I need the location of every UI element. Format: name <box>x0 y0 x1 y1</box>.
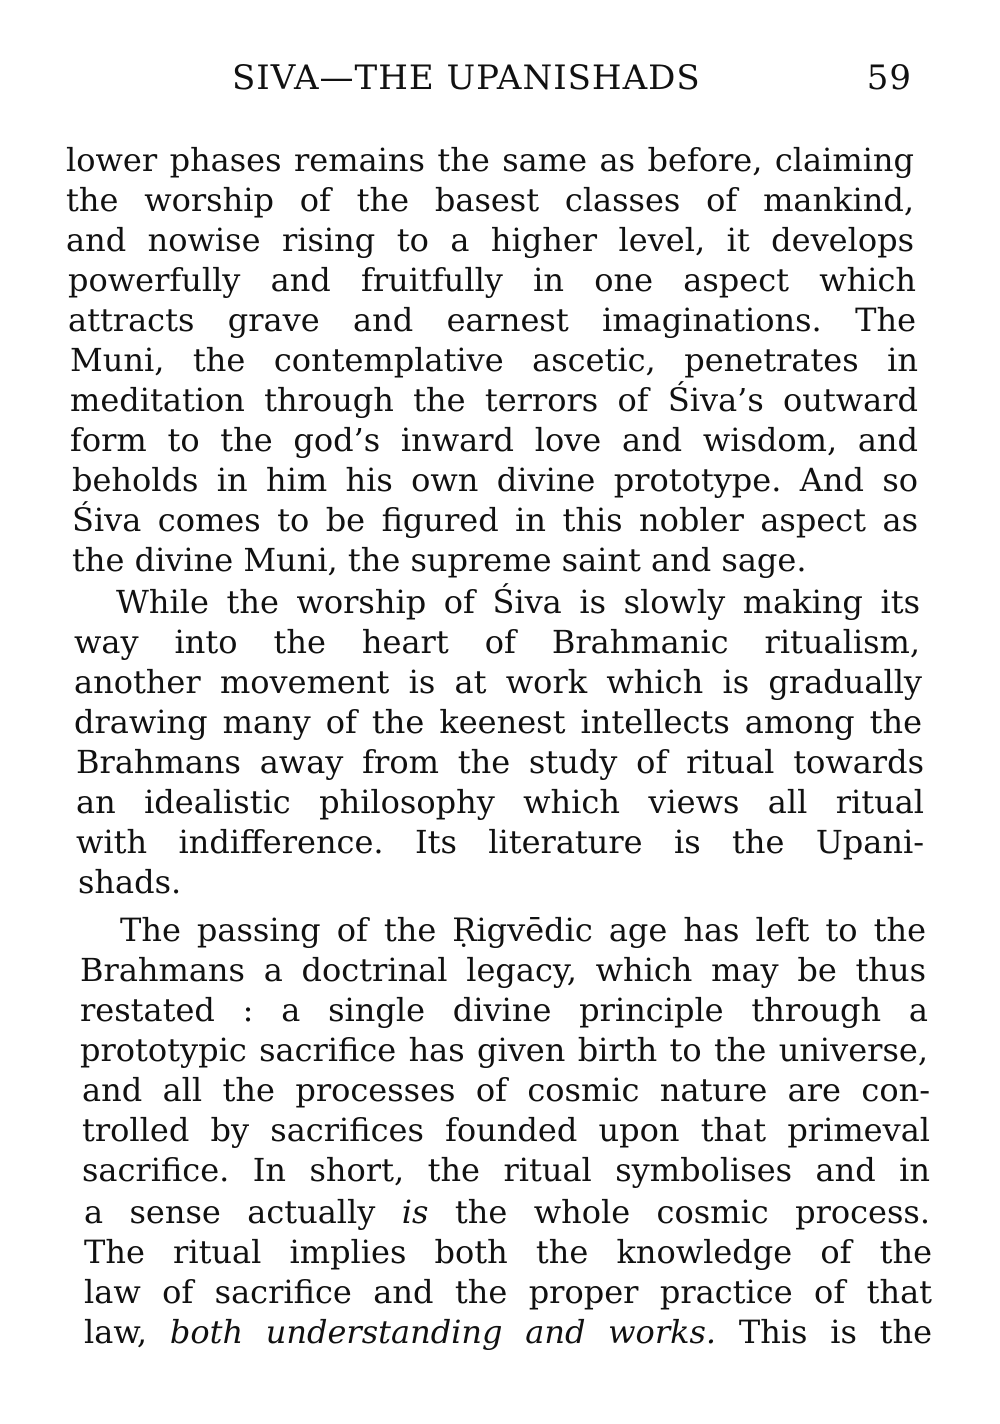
text-line: beholds in him his own divine prototype. And so <box>72 461 918 499</box>
italic-emphasis: is <box>401 1193 429 1231</box>
text-line: restated : a single divine principle through a <box>80 991 928 1029</box>
text-run: law, <box>84 1313 170 1351</box>
text-line <box>84 1192 930 1232</box>
text-run: the whole cosmic process. <box>428 1193 931 1231</box>
text-line: another movement is at work which is gradually <box>74 663 922 701</box>
text-line: meditation through the terrors of Śiva’s outward <box>70 381 918 419</box>
text-line: Brahmans a doctrinal legacy, which may be thus <box>80 951 926 989</box>
text-line: with indifference. Its literature is the Upani- <box>76 823 924 861</box>
running-header <box>232 58 912 104</box>
running-title: SIVA—THE UPANISHADS <box>232 58 701 98</box>
text-line: prototypic sacrifice has given birth to the universe, <box>80 1031 928 1069</box>
text-line: form to the god’s inward love and wisdom, and <box>70 421 918 459</box>
text-line <box>84 1312 932 1352</box>
text-line: way into the heart of Brahmanic ritualism, <box>74 623 920 661</box>
text-line: and all the processes of cosmic nature are con- <box>82 1071 930 1109</box>
text-line: Śiva comes to be figured in this nobler aspect as <box>72 501 918 539</box>
text-line: the worship of the basest classes of mankind, <box>66 181 914 219</box>
text-run: a sense actually <box>84 1193 402 1231</box>
text-line: powerfully and fruitfully in one aspect which <box>68 261 916 299</box>
text-run: This is the <box>716 1313 933 1351</box>
text-line: While the worship of Śiva is slowly making its <box>116 583 920 621</box>
text-line: Brahmans away from the study of ritual towards <box>76 743 924 781</box>
text-line: shads. <box>78 863 182 901</box>
page-number: 59 <box>866 58 912 98</box>
text-line: drawing many of the keenest intellects among the <box>74 703 922 741</box>
text-line: The ritual implies both the knowledge of the <box>84 1233 932 1271</box>
text-line: Muni, the contemplative ascetic, penetrates in <box>70 341 918 379</box>
text-line: The passing of the Ṛigvēdic age has left to the <box>120 911 926 949</box>
text-line: sacrifice. In short, the ritual symbolises and in <box>82 1151 930 1189</box>
text-line: the divine Muni, the supreme saint and sage. <box>72 541 807 579</box>
text-line: trolled by sacrifices founded upon that primeval <box>82 1111 930 1149</box>
italic-emphasis: both understanding and works. <box>169 1313 717 1351</box>
text-line: lower phases remains the same as before, claiming <box>66 141 914 179</box>
text-line: and nowise rising to a higher level, it develops <box>66 221 914 259</box>
text-line: an idealistic philosophy which views all ritual <box>76 783 924 821</box>
text-line: attracts grave and earnest imaginations. The <box>68 301 916 339</box>
text-line: law of sacrifice and the proper practice of that <box>84 1273 932 1311</box>
